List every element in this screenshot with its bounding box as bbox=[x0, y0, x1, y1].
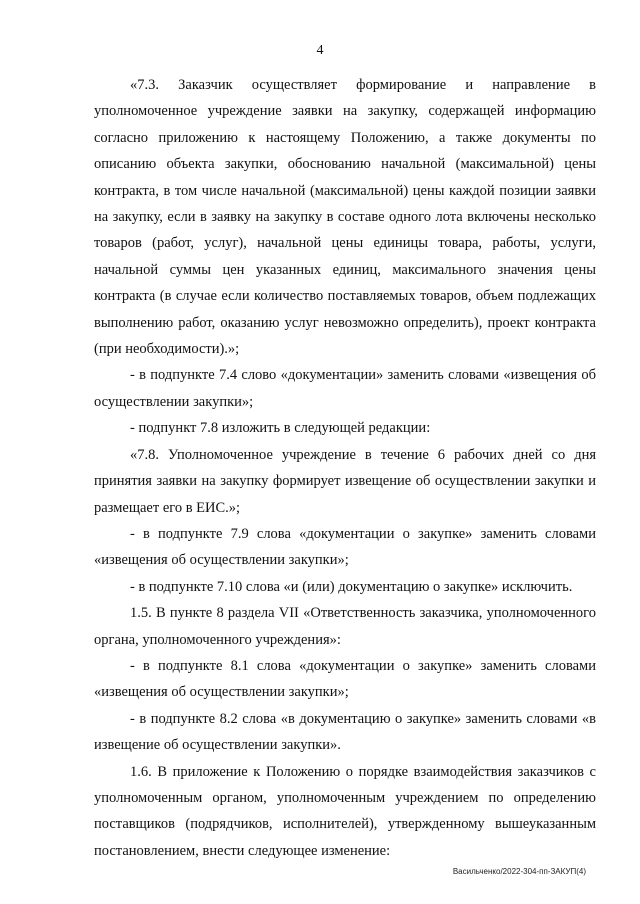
paragraph-8-1-amendment: - в подпункте 8.1 слова «документации о закупке» заменить словами «извещения об осуществлении закупки»; bbox=[94, 657, 596, 701]
paragraph-7-8-intro: - подпункт 7.8 изложить в следующей редакции: bbox=[130, 420, 431, 437]
paragraph-7-3: «7.3. Заказчик осуществляет формирование и направление в уполномоченное учреждение заявки на закупку, содержащей информацию согласно приложению к настоящему Положению, а также документы по описанию объекта закупки, обоснованию начальной (максимальной) цены контракта, в том числе начальной (максимальной) цены каждой позиции заявки на закупку, если в заявку на закупку в составе одного лота включены несколько товаров (работ, услуг), начальной цены единицы товара, работы, услуги, начальной суммы цен указанных единиц, максимального значения цены контракта (в случае если количество поставляемых товаров, объем подлежащих выполнению работ, оказанию услуг невозможно определить), проект контракта (при необходимости).»; bbox=[94, 77, 596, 358]
paragraph-7-8-text: «7.8. Уполномоченное учреждение в течение 6 рабочих дней со дня принятия заявки на закупку формирует извещение об осуществлении закупки и размещает его в ЕИС.»; bbox=[94, 446, 596, 516]
paragraph-7-10-amendment: - в подпункте 7.10 слова «и (или) документацию о закупке» исключить. bbox=[130, 578, 573, 595]
paragraph-8-2-amendment: - в подпункте 8.2 слова «в документацию о закупке» заменить словами «в извещение об осуществлении закупки». bbox=[94, 710, 596, 754]
document-footer-code: Васильченко/2022-304-пп-ЗАКУП(4) bbox=[452, 867, 586, 876]
paragraph-7-9-amendment: - в подпункте 7.9 слова «документации о закупке» заменить словами «извещения об осуществлении закупки»; bbox=[94, 525, 596, 569]
paragraph-7-4-amendment: - в подпункте 7.4 слово «документации» заменить словами «извещения об осуществлении закупки»; bbox=[94, 367, 596, 410]
paragraph-1-5: 1.5. В пункте 8 раздела VII «Ответственность заказчика, уполномоченного органа, уполномоченного учреждения»: bbox=[94, 605, 596, 648]
paragraph-1-6: 1.6. В приложение к Положению о порядке взаимодействия заказчиков с уполномоченным органом, уполномоченным учреждением по определению поставщиков (подрядчиков, исполнителей), утвержденному вышеуказанным постановлением, внести следующее изменение: bbox=[94, 763, 596, 859]
document-body bbox=[94, 72, 596, 864]
page-number: 4 bbox=[316, 43, 324, 58]
